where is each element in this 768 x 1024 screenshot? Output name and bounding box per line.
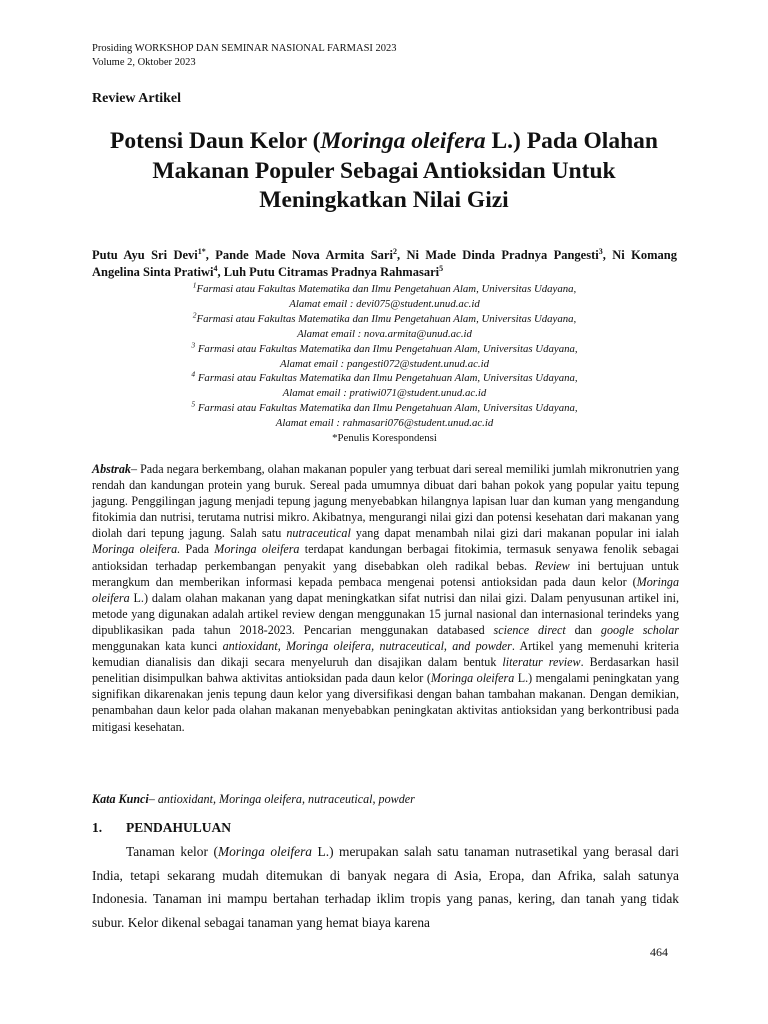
section-number: 1. xyxy=(92,820,103,835)
abstract xyxy=(92,461,679,735)
abstract-italic: nutraceutical xyxy=(286,526,351,541)
abstract-italic: Moringa oleifera xyxy=(430,671,515,686)
section-title: PENDAHULUAN xyxy=(126,820,232,835)
affiliation-email: Alamat email : pratiwi071@student.unud.ac.id xyxy=(282,387,487,400)
affiliation-line xyxy=(92,282,677,297)
abstract-text: dan xyxy=(565,622,601,637)
author-affil-mark: 4 xyxy=(213,263,218,273)
abstract-italic: Moringa oleifera. xyxy=(92,542,181,557)
header-proceedings: Prosiding WORKSHOP DAN SEMINAR NASIONAL FARMASI 2023 xyxy=(92,43,397,54)
affil-institution: Farmasi atau Fakultas Matematika dan Ilmu Pengetahuan Alam, Universitas Udayana, xyxy=(195,372,578,385)
abstract-text: L.) mengalami peningkatan yang signifikan dikarenakan jenis tepung daun kelor yang diversifikasi dengan bahan tambahan makanan. Dengan demikian, penambahan daun kelor pada olahan makanan menyebabkan peningkatan aktivitas antioksidan yang berkontribusi pada mitigasi kesehatan. xyxy=(92,671,679,734)
abstract-text: ini bertujuan untuk merangkum dan memberikan informasi kepada pembaca mengenai potensi antioksidan pada daun kelor ( xyxy=(92,558,679,589)
abstract-text: yang dapat menambah nilai gizi dari makanan popular ini ialah xyxy=(350,526,679,541)
keywords-dash: – xyxy=(148,792,158,806)
affiliation-email: Alamat email : nova.armita@unud.ac.id xyxy=(297,327,472,340)
affil-institution: Farmasi atau Fakultas Matematika dan Ilmu Pengetahuan Alam, Universitas Udayana, xyxy=(196,312,577,325)
affil-institution: Farmasi atau Fakultas Matematika dan Ilmu Pengetahuan Alam, Universitas Udayana, xyxy=(195,342,578,355)
running-header xyxy=(92,42,397,69)
title-line-2: Makanan Populer Sebagai Antioksidan Untuk xyxy=(152,157,616,184)
abstract-italic: science direct xyxy=(493,622,566,637)
intro-text: L.) merupakan salah satu tanaman nutrasetikal yang berasal dari India, tetapi sekarang mudah ditemukan di banyak negara di Asia, Eropa, dan Afrika, salah satunya Indonesia. Tanaman ini mampu bertahan terhadap iklim tropis yang panas, kering, dan tanah yang tidak subur. Kelor dikenal sebagai tanaman yang hemat biaya karena xyxy=(92,844,679,931)
affil-institution: Farmasi atau Fakultas Matematika dan Ilmu Pengetahuan Alam, Universitas Udayana, xyxy=(196,283,577,295)
abstract-text: terdapat kandungan berbagai fitokimia, termasuk senyawa fenolik sebagai antioksidan terhadap perkembangan penyakit yang disebabkan oleh radikal bebas. xyxy=(92,542,679,573)
abstract-text: Pada xyxy=(180,542,215,557)
title-text: L.) Pada Olahan xyxy=(485,128,658,154)
title-species: Moringa oleifera xyxy=(320,128,486,154)
intro-paragraph xyxy=(92,840,679,935)
affiliation-line xyxy=(92,371,677,386)
author-affil-mark: 5 xyxy=(439,263,444,273)
paper-title xyxy=(70,127,698,216)
affil-mark: 5 xyxy=(191,399,196,409)
affil-mark: 2 xyxy=(192,310,197,320)
title-line-1 xyxy=(70,127,698,157)
author-name: , Ni Made Dinda Pradnya Pangesti xyxy=(396,248,599,262)
abstract-text: menggunakan kata kunci xyxy=(92,639,223,654)
affil-institution: Farmasi atau Fakultas Matematika dan Ilmu Pengetahuan Alam, Universitas Udayana, xyxy=(195,402,578,415)
abstract-text: L.) dalam olahan makanan yang dapat meningkatkan sifat nutrisi dan nilai gizi. Dalam penyusunan artikel ini, metode yang digunakan adalah artikel review dengan menggunakan 15 jurnal nasional dan internasional terindeks yang dipublikasikan pada tahun 2018-2023. Pencarian menggunakan databased xyxy=(92,590,679,637)
section-heading xyxy=(92,820,231,836)
keywords-label: Kata Kunci xyxy=(92,792,149,806)
affiliations xyxy=(92,282,677,446)
affiliation-email: Alamat email : rahmasari076@student.unud.ac.id xyxy=(275,417,494,430)
header-volume: Volume 2, Oktober 2023 xyxy=(92,56,196,68)
author-list xyxy=(92,247,677,281)
intro-text: Tanaman kelor ( xyxy=(126,844,218,859)
abstract-italic: literatur review xyxy=(502,655,581,670)
abstract-italic: google scholar xyxy=(600,622,679,637)
intro-italic: Moringa oleifera xyxy=(217,844,312,859)
corresponding-note: *Penulis Korespondensi xyxy=(332,432,437,445)
abstract-dash: – xyxy=(130,462,141,476)
author-name: , Luh Putu Citramas Pradnya Rahmasari xyxy=(217,265,440,279)
affiliation-email: Alamat email : devi075@student.unud.ac.id xyxy=(289,297,480,310)
author-name: Putu Ayu Sri Devi xyxy=(92,248,198,262)
title-text: Potensi Daun Kelor ( xyxy=(110,128,321,154)
author-name: , Ni Komang Angelina Sinta Pratiwi xyxy=(92,248,677,279)
abstract-italic: Moringa oleifera xyxy=(92,574,679,605)
abstract-italic: Review xyxy=(534,558,570,573)
author-name: , Pande Made Nova Armita Sari xyxy=(205,248,393,262)
abstract-italic: antioxidant, Moringa oleifera, nutraceutical, and powder xyxy=(222,639,512,654)
affiliation-line xyxy=(92,401,677,416)
article-type: Review Artikel xyxy=(92,91,182,106)
affiliation-line xyxy=(92,312,677,327)
keywords-text: antioxidant, Moringa oleifera, nutraceutical, powder xyxy=(157,792,415,806)
affiliation-line xyxy=(92,342,677,357)
author-affil-mark: 2 xyxy=(392,246,397,256)
affil-mark: 1 xyxy=(192,280,197,290)
abstract-text: Pada negara berkembang, olahan makanan populer yang terbuat dari sereal memiliki jumlah mikronutrien yang rendah dan kandungan protein yang buruk. Sereal pada umumnya dibuat dari bahan pokok yang popular yaitu tepung jagung. Penggilingan jagung menjadi tepung jagung menyebabkan hilangnya lapisan luar dan kuman yang mengandung fitokimia dan nutrisi, terutama nutrisi mikro. Akibatnya, mengurangi nilai gizi dan potensi kesehatan dari makanan yang diolah dari tepung jagung. Salah satu xyxy=(92,462,679,541)
title-line-3: Meningkatkan Nilai Gizi xyxy=(259,187,509,213)
affil-mark: 4 xyxy=(191,369,196,379)
author-affil-mark: 3 xyxy=(598,246,603,256)
abstract-italic: Moringa oleifera xyxy=(214,542,300,557)
affiliation-email: Alamat email : pangesti072@student.unud.ac.id xyxy=(279,357,490,370)
page-number: 464 xyxy=(650,945,668,959)
abstract-text: . Berdasarkan hasil penelitian disimpulkan bahwa aktivitas antioksidan pada daun kelor ( xyxy=(92,655,679,686)
abstract-label: Abstrak xyxy=(92,462,131,476)
keywords xyxy=(92,791,679,807)
affil-mark: 3 xyxy=(191,340,196,350)
author-affil-mark: 1* xyxy=(197,246,206,256)
abstract-text: . Artikel yang memenuhi kriteria kemudian dianalisis dan dikaji secara menyeluruh dan disajikan dalam bentuk xyxy=(92,639,679,670)
